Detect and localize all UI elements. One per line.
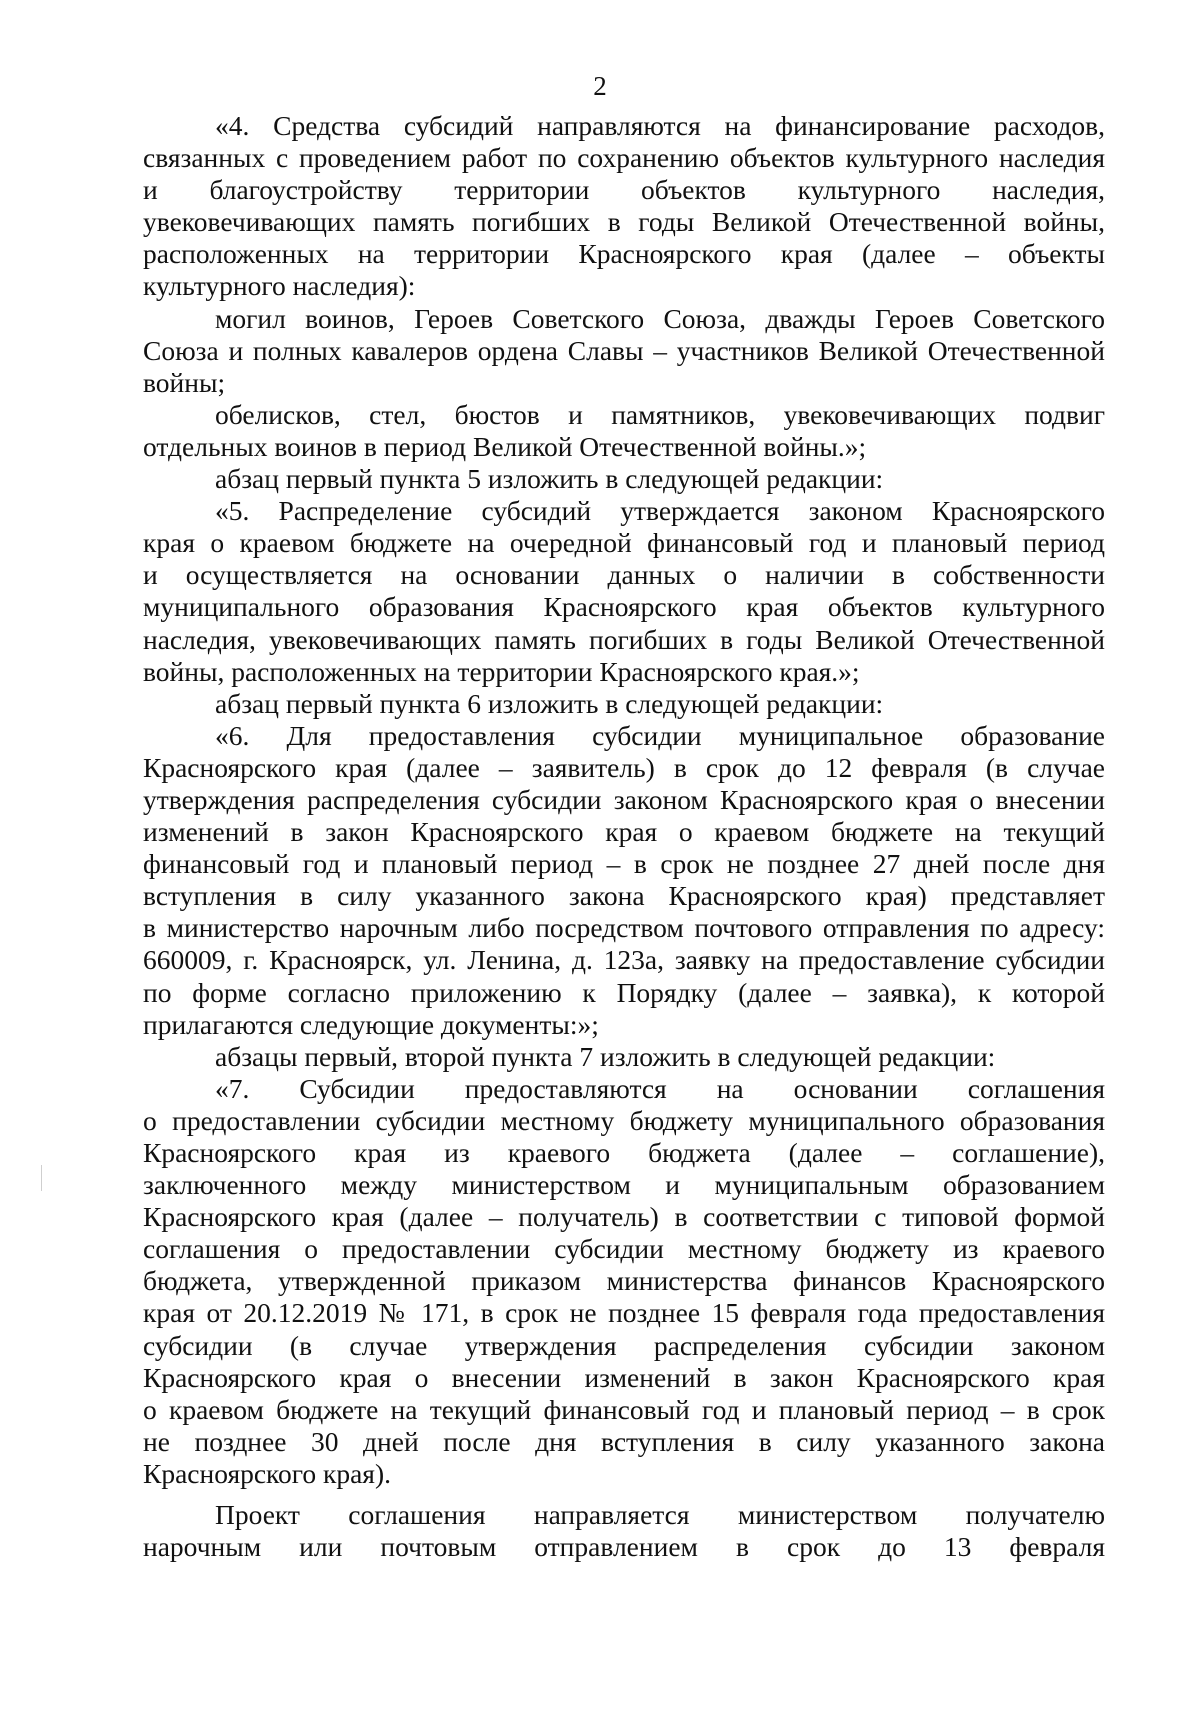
text-line: по форме согласно приложению к Порядку (далее – заявка), к которой [143, 976, 1105, 1008]
text-line: войны; [143, 366, 226, 398]
text-line: о предоставлении субсидии местному бюджету муниципального образования [143, 1104, 1105, 1136]
text-line: абзацы первый, второй пункта 7 изложить в следующей редакции: [215, 1040, 996, 1072]
text-line: о краевом бюджете на текущий финансовый год и плановый период – в срок [143, 1393, 1105, 1425]
text-line: утверждения распределения субсидии законом Красноярского края о внесении [143, 783, 1105, 815]
text-line: отдельных воинов в период Великой Отечественной войны.»; [143, 430, 867, 462]
text-line: края о краевом бюджете на очередной финансовый год и плановый период [143, 527, 1105, 559]
text-line: «6. Для предоставления субсидии муниципальное образование [215, 719, 1105, 751]
text-line: бюджета, утвержденной приказом министерства финансов Красноярского [143, 1265, 1105, 1297]
text-line: Красноярского края из краевого бюджета (далее – соглашение), [143, 1137, 1105, 1168]
text-line: соглашения о предоставлении субсидии местному бюджету из краевого [143, 1233, 1105, 1265]
text-line: наследия, увековечивающих память погибших в годы Великой Отечественной [143, 623, 1105, 655]
text-line: нарочным или почтовым отправлением в срок до 13 февраля [143, 1531, 1105, 1563]
document-body [143, 110, 1105, 1563]
page-number: 2 [593, 71, 607, 101]
text-line: «5. Распределение субсидий утверждается законом Красноярского [215, 495, 1105, 527]
text-line: вступления в силу указанного закона Красноярского края) представляет [143, 880, 1105, 912]
text-line: прилагаются следующие документы:»; [143, 1008, 599, 1040]
text-line: субсидии (в случае утверждения распределения субсидии законом [143, 1329, 1105, 1361]
text-line: увековечивающих память погибших в годы Великой Отечественной войны, [143, 206, 1105, 238]
text-line: Союза и полных кавалеров ордена Славы – участников Великой Отечественной [143, 334, 1105, 366]
text-line: края от 20.12.2019 № 171, в срок не позднее 15 февраля года предоставления [143, 1297, 1105, 1329]
text-line: Красноярского края (далее – получатель) в соответствии с типовой формой [143, 1201, 1105, 1233]
text-line: изменений в закон Красноярского края о краевом бюджете на текущий [143, 816, 1105, 848]
text-line: «7. Субсидии предоставляются на основании соглашения [215, 1072, 1105, 1104]
text-line: Красноярского края (далее – заявитель) в срок до 12 февраля (в случае [143, 751, 1105, 783]
text-line: Красноярского края о внесении изменений в закон Красноярского края [143, 1361, 1105, 1393]
text-line: муниципального образования Красноярского края объектов культурного [143, 591, 1105, 623]
scan-artifact [41, 1165, 42, 1191]
text-line: обелисков, стел, бюстов и памятников, увековечивающих подвиг [215, 398, 1105, 430]
text-line: войны, расположенных на территории Красноярского края.»; [143, 655, 860, 687]
text-line: культурного наследия): [143, 270, 416, 302]
text-line: связанных с проведением работ по сохранению объектов культурного наследия [143, 142, 1105, 174]
text-line: и благоустройству территории объектов культурного наследия, [143, 174, 1105, 206]
text-line: не позднее 30 дней после дня вступления в силу указанного закона [143, 1425, 1105, 1457]
text-line: абзац первый пункта 5 изложить в следующей редакции: [215, 463, 884, 495]
text-line: и осуществляется на основании данных о наличии в собственности [143, 559, 1105, 591]
text-line: в министерство нарочным либо посредством почтового отправления по адресу: [143, 912, 1105, 944]
text-line: заключенного между министерством и муниципальным образованием [143, 1169, 1105, 1201]
text-line: 660009, г. Красноярск, ул. Ленина, д. 123а, заявку на предоставление субсидии [143, 944, 1105, 976]
text-line: расположенных на территории Красноярского края (далее – объекты [143, 238, 1105, 270]
text-line: Красноярского края). [143, 1457, 391, 1489]
text-line: могил воинов, Героев Советского Союза, дважды Героев Советского [215, 302, 1105, 334]
text-line: финансовый год и плановый период – в срок не позднее 27 дней после дня [143, 848, 1105, 880]
text-line: Проект соглашения направляется министерством получателю [215, 1499, 1105, 1531]
text-line: «4. Средства субсидий направляются на финансирование расходов, [215, 110, 1105, 141]
text-line: абзац первый пункта 6 изложить в следующей редакции: [215, 687, 884, 719]
